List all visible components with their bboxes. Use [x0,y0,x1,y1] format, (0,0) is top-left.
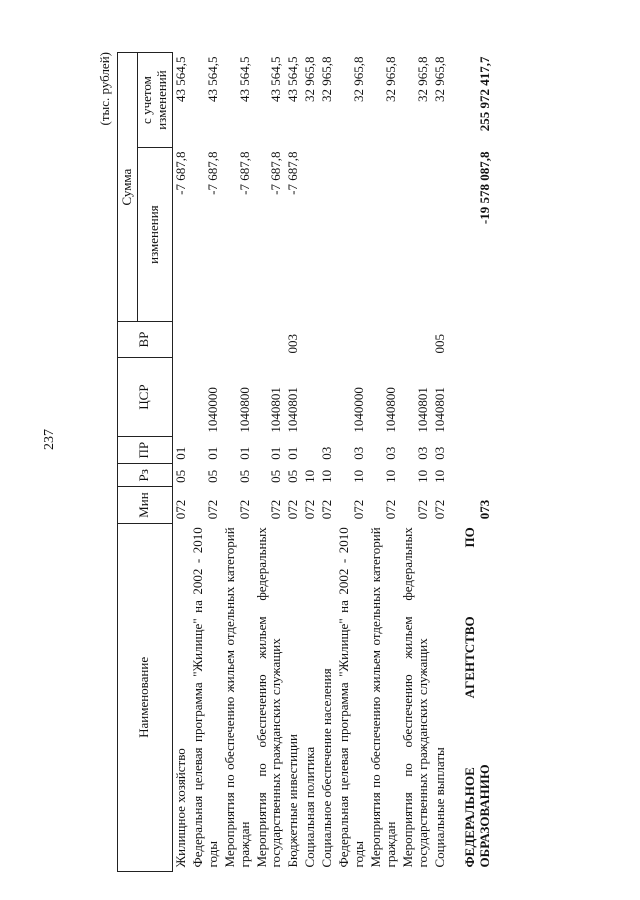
table-row [285,53,302,872]
cell-vr: 005 [431,334,447,354]
cell-min: 072 [236,499,252,520]
cell-total: 32 965,8 [414,56,430,102]
cell-rz: 05 [204,469,220,483]
table-row [400,53,432,872]
cell-csr: 1040801 [285,387,301,433]
units-label: (тыс. рублей) [97,52,112,126]
cell-pr: 03 [383,446,398,460]
cell-csr: 1040801 [414,387,430,433]
cell-min: 072 [351,499,367,520]
cell-vr [302,322,319,358]
agency-min: 073 [476,499,492,520]
header-rz: Рз [118,464,173,487]
cell-rz: 10 [302,469,318,483]
cell-rz: 05 [172,469,188,483]
header-change: изменения [137,148,172,322]
cell-total: 43 564,5 [268,56,284,102]
header-pr: ПР [118,437,173,464]
cell-pr: 01 [236,446,252,460]
cell-total: 32 965,8 [319,56,335,102]
header-vr: ВР [118,322,173,358]
cell-total: 32 965,8 [351,56,367,102]
cell-vr [222,322,254,358]
cell-csr: 1040800 [383,387,398,433]
header-sum: Сумма [118,53,138,322]
cell-total: 32 965,8 [383,56,398,102]
cell-name: Социальные выплаты [431,747,447,868]
cell-rz: 05 [285,469,301,483]
cell-min: 072 [383,499,398,520]
cell-name: Мероприятия по обеспечению жильем отдельных категорий граждан [221,527,252,868]
cell-min: 072 [268,499,284,520]
cell-name: Мероприятия по обеспечению жильем федеральных государственных гражданских служащих [399,527,430,868]
cell-change: -7 687,8 [285,151,301,195]
cell-name: Социальное обеспечение населения [319,668,335,868]
cell-rz: 10 [319,469,335,483]
cell-min: 072 [302,499,318,520]
cell-min: 072 [319,499,335,520]
cell-pr: 03 [351,446,367,460]
cell-min: 072 [431,499,447,520]
table-row [319,53,336,872]
table-row [368,53,400,872]
cell-csr [319,358,336,437]
cell-vr [319,322,336,358]
header-min: Мин [118,487,173,523]
cell-rz: 10 [351,469,367,483]
table-row [190,53,222,872]
cell-pr: 01 [285,446,301,460]
cell-vr [336,322,368,358]
cell-vr [172,322,189,358]
cell-pr: 03 [414,446,430,460]
page-number: 237 [42,429,57,450]
cell-min: 072 [204,499,220,520]
cell-change [400,148,432,322]
cell-change: -7 687,8 [204,151,220,195]
cell-total: 32 965,8 [302,56,318,102]
cell-pr [302,437,319,464]
cell-rz: 05 [236,469,252,483]
agency-word: ПО [461,527,477,548]
table-row [254,53,286,872]
cell-name: Жилищное хозяйство [172,748,188,868]
agency-word: ФЕДЕРАЛЬНОЕ [461,767,477,868]
cell-change [302,148,319,322]
cell-min: 072 [285,499,301,520]
cell-change [368,148,400,322]
header-csr: ЦСР [118,358,173,437]
table-row [336,53,368,872]
cell-change [336,148,368,322]
agency-change: -19 578 087,8 [476,151,492,225]
cell-min: 072 [172,499,188,520]
cell-csr: 1040801 [268,387,284,433]
cell-csr: 1040000 [351,387,367,433]
cell-name: Мероприятия по обеспечению жильем федеральных государственных гражданских служащих [253,527,284,868]
cell-change: -7 687,8 [236,151,252,195]
cell-rz: 10 [383,469,398,483]
budget-table [117,52,494,872]
cell-rz: 05 [268,469,284,483]
cell-pr: 01 [204,446,220,460]
agency-name [449,523,494,871]
header-name: Наименование [118,523,173,871]
budget-sheet [97,52,567,872]
table-row [222,53,254,872]
cell-name: Мероприятия по обеспечению жильем отдельных категорий граждан [368,527,398,868]
cell-min: 072 [414,499,430,520]
table-row [302,53,319,872]
cell-name: Федеральная целевая программа "Жилище" на 2002 - 2010 годы [336,527,367,868]
agency-word: АГЕНТСТВО [461,616,477,699]
cell-total: 43 564,5 [172,56,188,102]
table-body [172,53,448,872]
agency-row [449,53,494,872]
cell-vr [254,322,286,358]
cell-pr: 03 [431,446,447,460]
cell-name: Федеральная целевая программа "Жилище" на 2002 - 2010 годы [189,527,220,868]
cell-rz: 10 [414,469,430,483]
header-total: с учетом изменений [137,53,172,148]
cell-vr: 003 [285,334,301,354]
cell-pr: 03 [319,446,335,460]
agency-word: ОБРАЗОВАНИЮ [476,764,492,868]
table-row [432,53,449,872]
cell-vr [368,322,400,358]
cell-csr: 1040000 [204,387,220,433]
table-row [172,53,189,872]
cell-vr [190,322,222,358]
cell-csr: 1040801 [431,387,447,433]
cell-pr: 01 [268,446,284,460]
cell-csr [302,358,319,437]
cell-total: 32 965,8 [431,56,447,102]
cell-change: -7 687,8 [268,151,284,195]
cell-total: 43 564,5 [204,56,220,102]
cell-change [432,148,449,322]
cell-total: 43 564,5 [236,56,252,102]
cell-name: Бюджетные инвестиции [285,734,301,868]
cell-pr: 01 [172,446,188,460]
cell-rz: 10 [431,469,447,483]
cell-csr: 1040800 [236,387,252,433]
cell-total: 43 564,5 [285,56,301,102]
cell-vr [400,322,432,358]
cell-change [319,148,336,322]
cell-change: -7 687,8 [172,151,188,195]
agency-total: 255 972 417,7 [476,56,492,132]
cell-csr [172,358,189,437]
cell-name: Социальная политика [302,746,318,868]
